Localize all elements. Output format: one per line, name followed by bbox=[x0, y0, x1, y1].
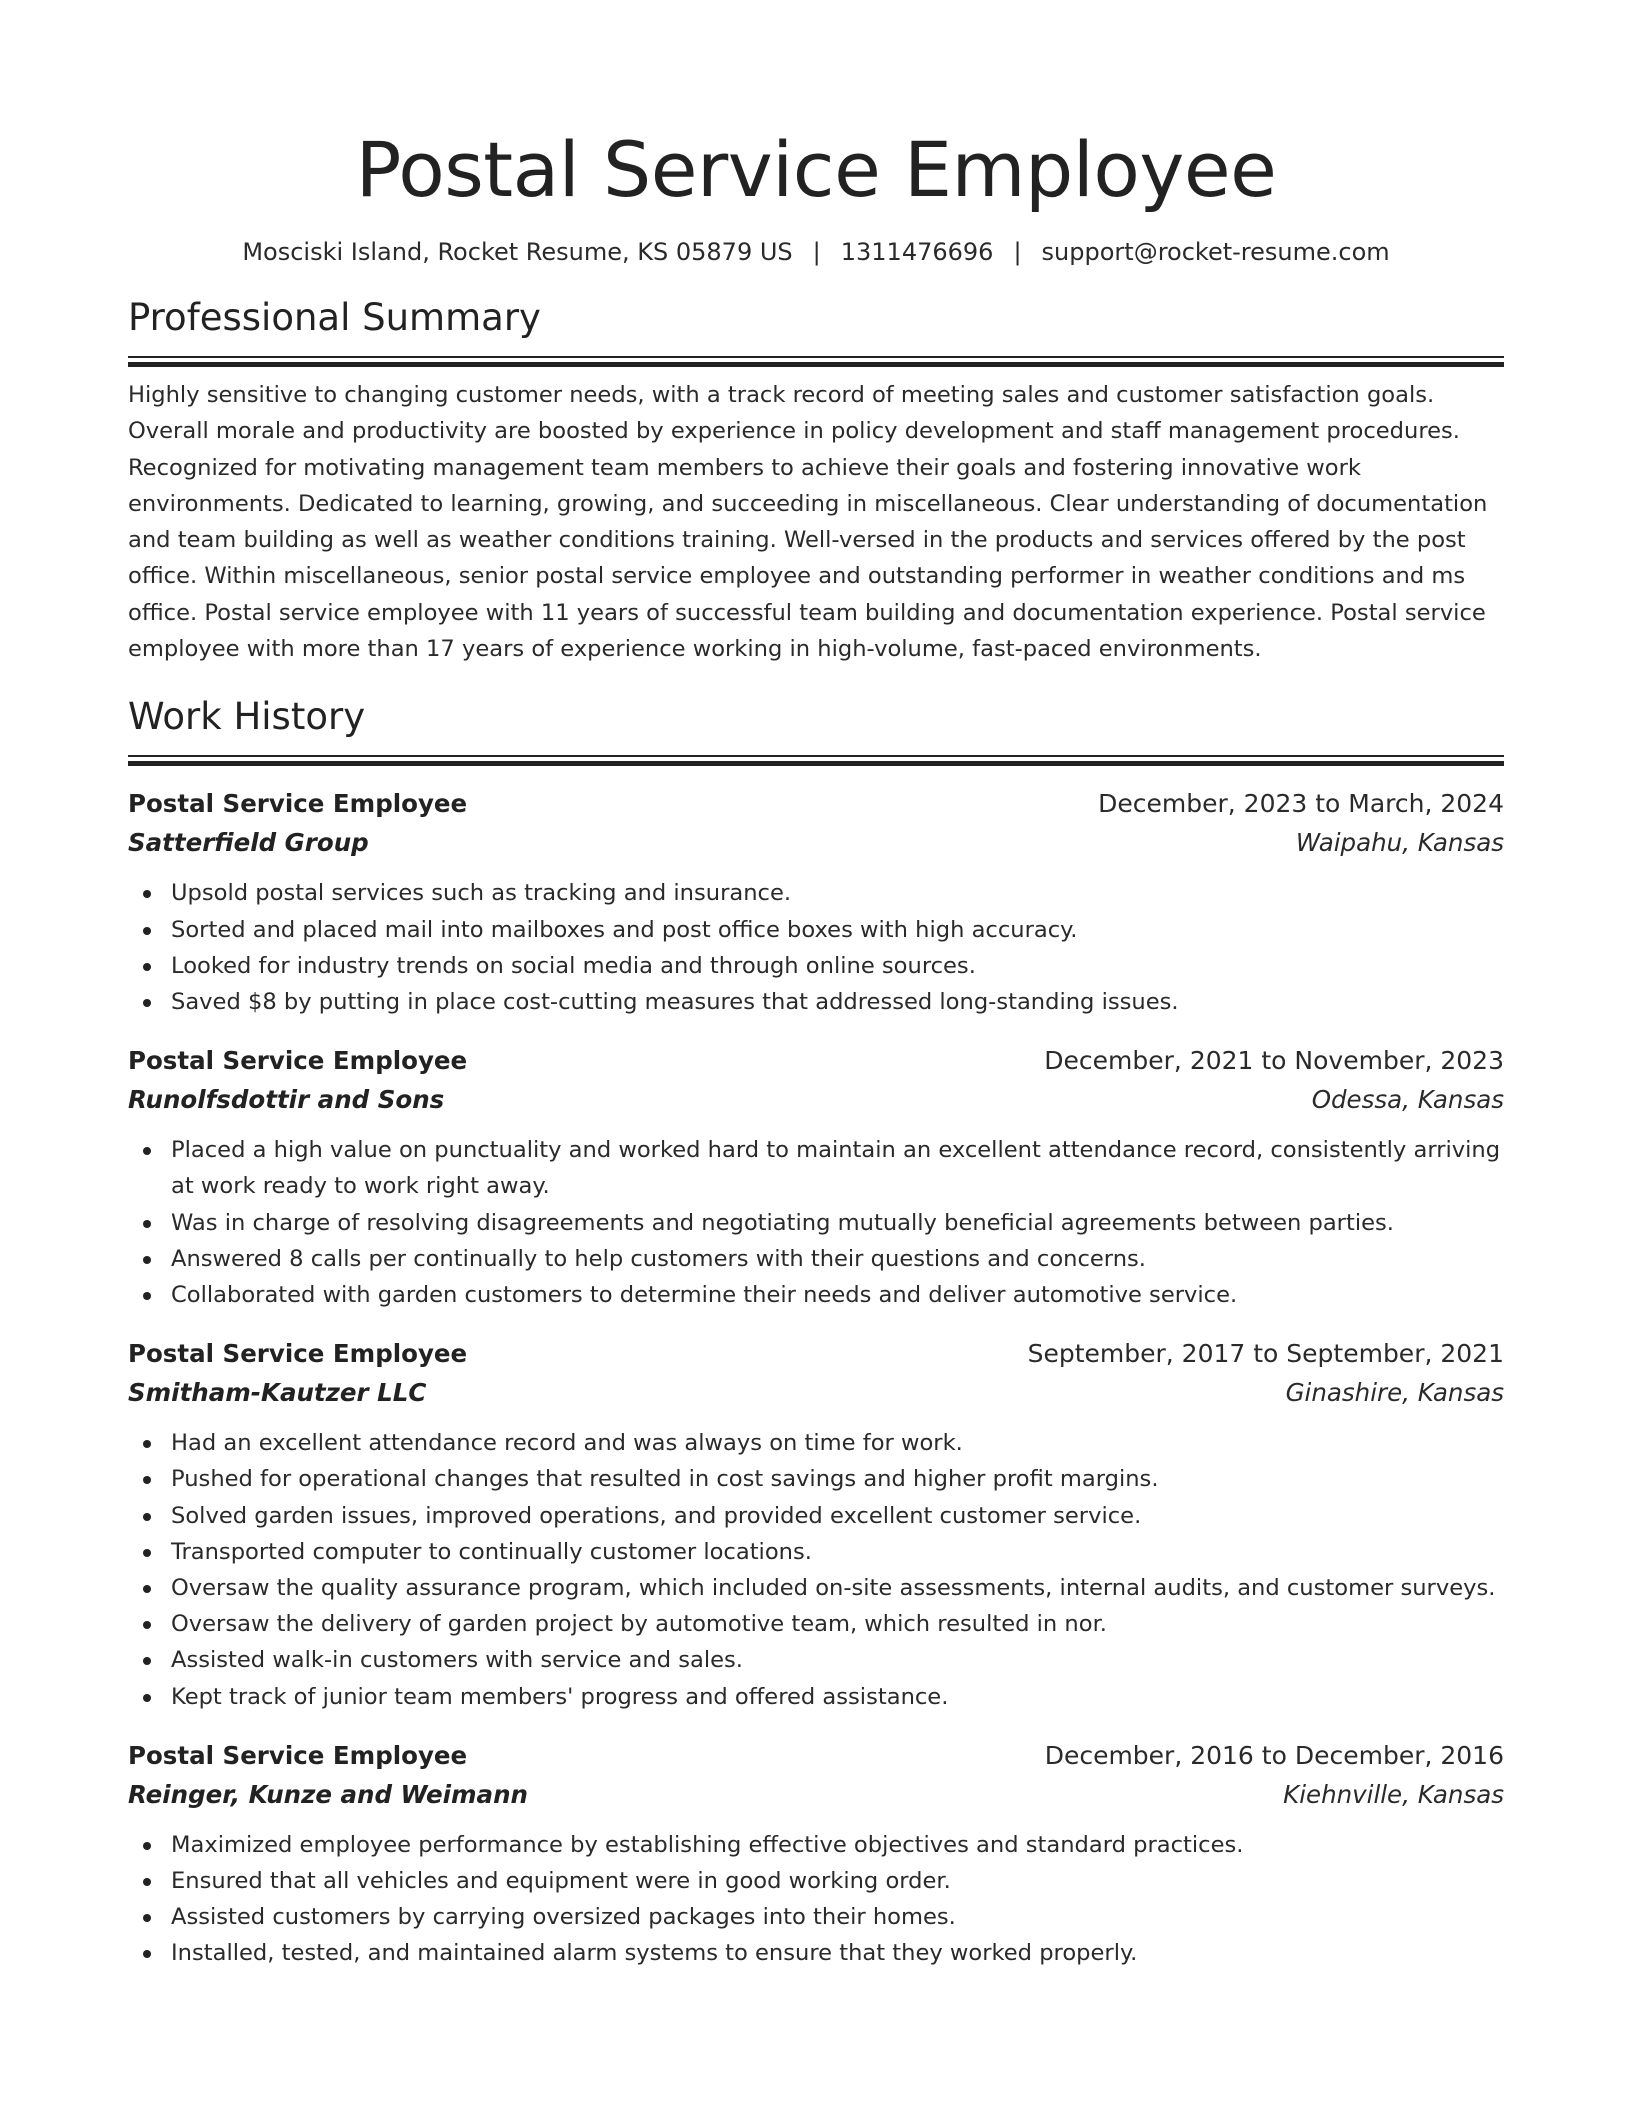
job-title: Postal Service Employee bbox=[128, 789, 468, 819]
job-bullet-text: Oversaw the quality assurance program, which included on-site assessments, internal audits, and customer surveys. bbox=[171, 1575, 1496, 1602]
bullet-icon bbox=[143, 890, 151, 898]
bullet-icon bbox=[143, 1842, 151, 1850]
section-divider bbox=[128, 755, 1504, 765]
bullet-icon bbox=[143, 1220, 151, 1228]
job-entry bbox=[128, 1335, 1504, 1715]
summary-text: Highly sensitive to changing customer needs, with a track record of meeting sales and customer satisfaction goals. Overall morale and productivity are boosted by experience in policy development and staff management procedures. Recognized for motivating management team members to achieve their goals and fostering innovative work environments. Dedicated to learning, growing, and succeeding in miscellaneous. Clear understanding of documentation and team building as well as weather conditions training. Well-versed in the products and services offered by the post office. Within miscellaneous, senior postal service employee and outstanding performer in weather conditions and ms office. Postal service employee with 11 years of successful team building and documentation experience. Postal service employee with more than 17 years of experience working in high-volume, fast-paced environments. bbox=[128, 382, 1488, 663]
job-company-row bbox=[128, 1775, 1504, 1815]
job-list bbox=[128, 785, 1504, 1971]
bullet-icon bbox=[143, 1549, 151, 1557]
job-bullet-text: Oversaw the delivery of garden project by automotive team, which resulted in nor. bbox=[171, 1611, 1107, 1638]
job-dates: December, 2016 to December, 2016 bbox=[1044, 1740, 1504, 1770]
job-location: Waipahu, Kansas bbox=[1295, 828, 1504, 858]
job-company-row bbox=[128, 1373, 1504, 1413]
bullet-icon bbox=[143, 1147, 151, 1155]
job-title: Postal Service Employee bbox=[128, 1046, 468, 1076]
job-bullet-text: Installed, tested, and maintained alarm systems to ensure that they worked properly. bbox=[171, 1940, 1138, 1967]
resume-page bbox=[128, 0, 1504, 1972]
bullet-icon bbox=[143, 1694, 151, 1702]
bullet-icon bbox=[143, 1878, 151, 1886]
job-bullet-list bbox=[128, 875, 1504, 1020]
job-dates: December, 2021 to November, 2023 bbox=[1044, 1046, 1504, 1076]
contact-email: support@rocket-resume.com bbox=[1041, 238, 1390, 266]
job-bullet bbox=[128, 1570, 1504, 1606]
job-bullet-text: Transported computer to continually customer locations. bbox=[171, 1538, 812, 1565]
bullet-icon bbox=[143, 1585, 151, 1593]
job-bullet-text: Was in charge of resolving disagreements and negotiating mutually beneficial agreements between parties. bbox=[171, 1209, 1394, 1236]
job-bullet-text: Assisted walk-in customers with service and sales. bbox=[171, 1647, 743, 1674]
job-bullet-text: Assisted customers by carrying oversized packages into their homes. bbox=[171, 1904, 956, 1931]
job-bullet bbox=[128, 1205, 1504, 1241]
job-location: Odessa, Kansas bbox=[1311, 1085, 1504, 1115]
job-bullet-list bbox=[128, 1827, 1504, 1972]
job-title: Postal Service Employee bbox=[128, 1339, 468, 1369]
job-bullet bbox=[128, 875, 1504, 911]
job-bullet-text: Upsold postal services such as tracking and insurance. bbox=[171, 880, 792, 907]
job-bullet bbox=[128, 1935, 1504, 1971]
contact-address: Mosciski Island, Rocket Resume, KS 05879 US bbox=[242, 238, 793, 266]
job-bullet-text: Looked for industry trends on social media and through online sources. bbox=[171, 952, 976, 979]
professional-summary-section bbox=[128, 294, 1504, 667]
job-bullet bbox=[128, 1863, 1504, 1899]
bullet-icon bbox=[143, 1657, 151, 1665]
section-title-summary: Professional Summary bbox=[128, 296, 541, 339]
bullet-icon bbox=[143, 1914, 151, 1922]
job-bullet bbox=[128, 1132, 1504, 1204]
job-company: Satterfield Group bbox=[128, 828, 369, 858]
job-bullet bbox=[128, 1277, 1504, 1313]
job-header-row bbox=[128, 785, 1504, 823]
candidate-name: Postal Service Employee bbox=[355, 125, 1277, 214]
contact-separator: | bbox=[1013, 238, 1022, 266]
job-bullet bbox=[128, 1241, 1504, 1277]
section-title-work: Work History bbox=[128, 695, 366, 739]
job-bullet bbox=[128, 1425, 1504, 1461]
job-header-row bbox=[128, 1737, 1504, 1775]
job-bullet-text: Sorted and placed mail into mailboxes and post office boxes with high accuracy. bbox=[171, 916, 1078, 943]
job-company-row bbox=[128, 1080, 1504, 1120]
contact-line bbox=[128, 236, 1504, 268]
job-bullet-text: Ensured that all vehicles and equipment were in good working order. bbox=[171, 1868, 951, 1895]
job-header-row bbox=[128, 1335, 1504, 1373]
job-bullet bbox=[128, 1899, 1504, 1935]
job-bullet-text: Placed a high value on punctuality and worked hard to maintain an excellent attendance record, consistently arriving at work ready to work right away. bbox=[171, 1137, 1501, 1200]
job-bullet-text: Collaborated with garden customers to determine their needs and deliver automotive service. bbox=[171, 1282, 1238, 1308]
job-location: Kiehnville, Kansas bbox=[1283, 1779, 1504, 1809]
job-location: Ginashire, Kansas bbox=[1285, 1378, 1504, 1408]
job-company-row bbox=[128, 823, 1504, 863]
job-header-row bbox=[128, 1042, 1504, 1080]
job-entry bbox=[128, 1737, 1504, 1972]
bullet-icon bbox=[143, 999, 151, 1007]
bullet-icon bbox=[143, 1292, 151, 1300]
job-bullet bbox=[128, 948, 1504, 984]
job-title: Postal Service Employee bbox=[128, 1740, 468, 1770]
bullet-icon bbox=[143, 1950, 151, 1958]
job-bullet bbox=[128, 912, 1504, 948]
job-bullet bbox=[128, 1679, 1504, 1715]
job-company: Smitham-Kautzer LLC bbox=[128, 1378, 427, 1408]
job-bullet-list bbox=[128, 1132, 1504, 1313]
job-dates: December, 2023 to March, 2024 bbox=[1098, 789, 1504, 819]
section-divider bbox=[128, 356, 1504, 366]
job-bullet-text: Had an excellent attendance record and was always on time for work. bbox=[171, 1430, 963, 1457]
job-bullet-text: Pushed for operational changes that resulted in cost savings and higher profit margins. bbox=[171, 1466, 1159, 1493]
bullet-icon bbox=[143, 963, 151, 971]
job-bullet-text: Solved garden issues, improved operations, and provided excellent customer service. bbox=[171, 1502, 1142, 1529]
job-dates: September, 2017 to September, 2021 bbox=[1027, 1339, 1504, 1369]
bullet-icon bbox=[143, 927, 151, 935]
job-bullet-list bbox=[128, 1425, 1504, 1715]
work-history-section bbox=[128, 693, 1504, 1971]
job-bullet bbox=[128, 1642, 1504, 1678]
job-bullet bbox=[128, 1606, 1504, 1642]
job-bullet bbox=[128, 984, 1504, 1020]
job-bullet-text: Maximized employee performance by establishing effective objectives and standard practices. bbox=[171, 1831, 1244, 1858]
bullet-icon bbox=[143, 1256, 151, 1264]
job-company: Runolfsdottir and Sons bbox=[128, 1085, 445, 1115]
bullet-icon bbox=[143, 1513, 151, 1521]
job-bullet bbox=[128, 1498, 1504, 1534]
job-entry bbox=[128, 785, 1504, 1020]
contact-separator: | bbox=[812, 238, 821, 266]
job-company: Reinger, Kunze and Weimann bbox=[128, 1779, 528, 1809]
job-bullet bbox=[128, 1534, 1504, 1570]
job-bullet-text: Answered 8 calls per continually to help customers with their questions and concerns. bbox=[171, 1245, 1146, 1272]
job-bullet-text: Kept track of junior team members' progress and offered assistance. bbox=[171, 1683, 949, 1710]
bullet-icon bbox=[143, 1476, 151, 1484]
job-entry bbox=[128, 1042, 1504, 1313]
bullet-icon bbox=[143, 1440, 151, 1448]
bullet-icon bbox=[143, 1621, 151, 1629]
job-bullet bbox=[128, 1827, 1504, 1863]
job-bullet-text: Saved $8 by putting in place cost-cutting measures that addressed long-standing issues. bbox=[171, 988, 1179, 1015]
job-bullet bbox=[128, 1461, 1504, 1497]
contact-phone: 1311476696 bbox=[840, 238, 994, 266]
